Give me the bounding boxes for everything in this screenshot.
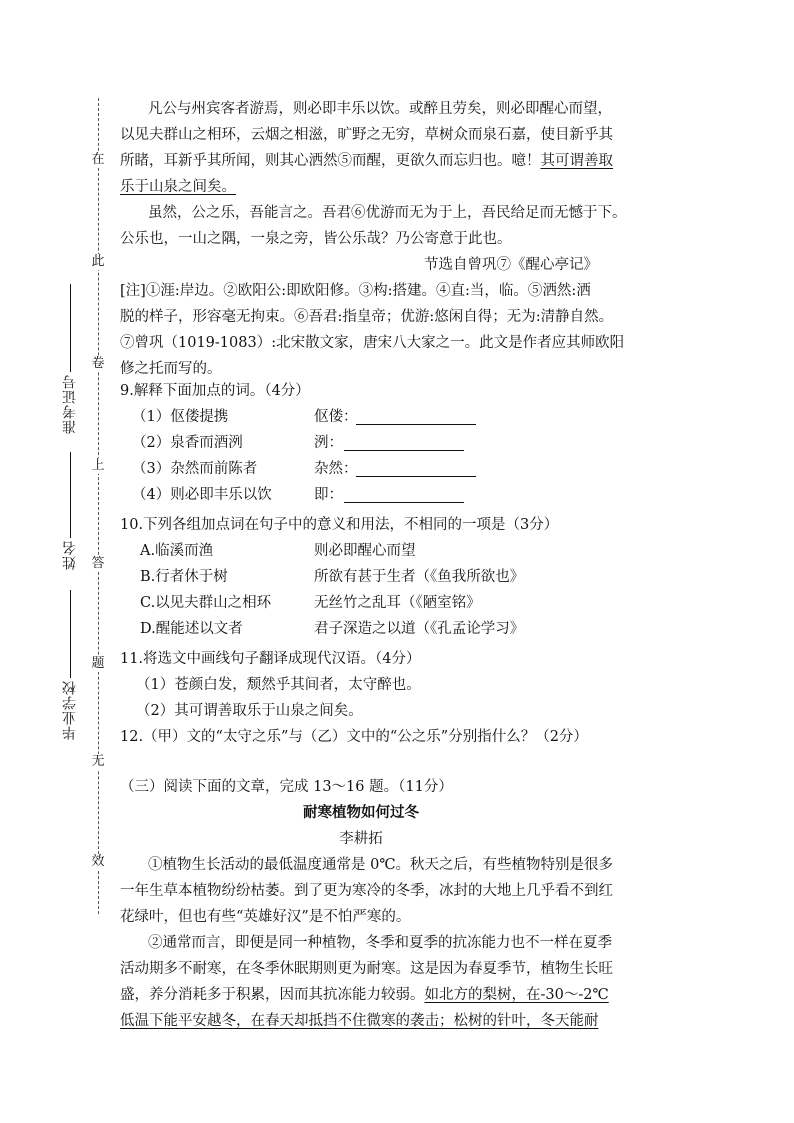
question-11-title: 11.将选文中画线句子翻译成现代汉语。（4分） — [120, 651, 421, 667]
text-line: 虽然，公之乐，吾能言之。吾君⑥优游而无为于上，吾民给足而无憾于下。 — [148, 205, 627, 221]
answer-blank[interactable] — [344, 434, 464, 451]
text-line: 以见夫群山之相环，云烟之相滋，旷野之无穷，草树众而泉石嘉，使目新乎其 — [120, 127, 613, 143]
text-line: 凡公与州宾客者游焉，则必即丰乐以饮。或醉且劳矣，则必即醒心而望， — [148, 101, 612, 117]
question-11-item: （2）其可谓善取乐于山泉之间矣。 — [136, 703, 363, 719]
text-line: ②通常而言，即便是同一种植物，冬季和夏季的抗冻能力也不一样在夏季 — [148, 935, 612, 951]
underlined-sentence: 其可谓善取 — [540, 153, 613, 169]
seal-char-2: 此 — [91, 254, 105, 269]
passage-b-paragraph-1 — [120, 96, 613, 200]
text-line: 活动期多不耐寒，在冬季休眠期则更为耐寒。这是因为春夏季节，植物生长旺 — [120, 961, 613, 977]
item-phrase: （3）杂然而前陈者 — [132, 461, 258, 477]
item-word: 洌： — [314, 435, 343, 451]
seal-char-6: 题 — [91, 656, 105, 671]
seal-char-5: 答 — [91, 556, 105, 571]
answer-blank[interactable] — [344, 486, 464, 503]
question-9-item — [120, 482, 343, 508]
answer-blank[interactable] — [356, 460, 476, 477]
option-row — [120, 616, 558, 642]
underlined-sentence: 乐于山泉之间矣。 — [120, 179, 236, 195]
text-span: 盛，养分消耗多于积累，因而其抗冻能力较弱。 — [120, 987, 425, 1003]
answer-blank[interactable] — [356, 408, 476, 425]
exam-number-label: 准考证号 — [62, 374, 78, 434]
option-right: 则必即醒心而望 — [314, 543, 416, 559]
item-phrase: （4）则必即丰乐以饮 — [132, 487, 272, 503]
option-left: B.行者休于树 — [140, 569, 228, 585]
article-paragraph-2 — [120, 930, 613, 1034]
passage-b-paragraph-2 — [120, 200, 627, 252]
option-row — [120, 538, 558, 564]
passage-b-notes — [120, 278, 624, 382]
item-phrase: （2）泉香而酒洌 — [132, 435, 243, 451]
question-10-title: 10.下列各组加点词在句子中的意义和用法，不相同的一项是（3分） — [120, 517, 559, 533]
question-11 — [120, 646, 421, 724]
text-line: 一年生草本植物纷纷枯萎。到了更为寒冷的冬季，冰封的大地上几乎看不到红 — [120, 883, 613, 899]
note-line: [注]①涯:岸边。②欧阳公:即欧阳修。③构:搭建。④直:当，临。⑤洒然:洒 — [120, 283, 591, 299]
text-line — [120, 982, 613, 1008]
question-9-item — [120, 456, 358, 482]
article-author: 李耕拓 — [339, 831, 383, 847]
option-row — [120, 564, 558, 590]
option-left: C.以见夫群山之相环 — [140, 595, 272, 611]
name-line[interactable] — [70, 452, 71, 538]
article-paragraph-1 — [120, 852, 613, 930]
seal-char-3: 卷 — [91, 356, 105, 371]
seal-char-8: 效 — [91, 854, 105, 869]
question-11-item: （1）苍颜白发，颓然乎其间者，太守醉也。 — [136, 677, 421, 693]
option-left: A.临溪而渔 — [140, 543, 214, 559]
text-span: 所睹，耳新乎其所闻，则其心洒然⑤而醒，更欲久而忘归也。噫！ — [120, 153, 541, 169]
note-line: ⑦曾巩（1019-1083）:北宋散文家，唐宋八大家之一。此文是作者应其师欧阳 — [120, 335, 625, 351]
option-right: 所欲有甚于生者（《鱼我所欲也》 — [314, 569, 525, 585]
text-line — [120, 148, 613, 174]
text-line: ①植物生长活动的最低温度通常是 0℃。秋天之后，有些植物特别是很多 — [148, 857, 614, 873]
question-10 — [120, 512, 558, 642]
question-9-item — [120, 404, 358, 430]
option-right: 无丝竹之乱耳（《陋室铭》 — [314, 595, 481, 611]
seal-char-4: 上 — [91, 458, 105, 473]
passage-b-source: 节选自曾巩⑦《醒心亭记》 — [424, 257, 598, 273]
school-label: 毕业学校 — [62, 680, 78, 740]
binding-dashed-line — [98, 98, 99, 914]
item-word: 即： — [314, 487, 343, 503]
question-9-title: 9.解释下面加点的词。（4分） — [120, 383, 310, 399]
seal-char-1: 在 — [91, 152, 105, 167]
note-line: 脱的样子，形容毫无拘束。⑥吾君:指皇帝；优游:悠闲自得；无为:清静自然。 — [120, 309, 614, 325]
article-title: 耐寒植物如何过冬 — [303, 804, 419, 821]
option-left: D.醒能述以文者 — [140, 621, 243, 637]
note-line: 修之托而写的。 — [120, 361, 222, 377]
question-12: 12.（甲）文的“太守之乐”与（乙）文中的“公之乐”分别指什么？（2分） — [120, 729, 588, 745]
section-3-heading: （三）阅读下面的文章，完成 13～16 题。（11分） — [120, 779, 453, 795]
item-word: 杂然： — [314, 461, 358, 477]
item-word: 伛偻： — [314, 409, 358, 425]
question-9 — [120, 378, 358, 508]
option-right: 君子深造之以道（《孔孟论学习》 — [314, 621, 525, 637]
option-row — [120, 590, 558, 616]
exam-number-line[interactable] — [70, 284, 71, 372]
text-line: 花绿叶，但也有些“英雄好汉”是不怕严寒的。 — [120, 909, 411, 925]
question-9-item — [120, 430, 343, 456]
item-phrase: （1）伛偻提携 — [132, 409, 229, 425]
name-label: 姓名 — [62, 540, 78, 570]
school-line[interactable] — [70, 590, 71, 678]
seal-char-7: 无 — [91, 754, 105, 769]
text-line: 公乐也，一山之隅，一泉之旁，皆公乐哉？乃公寄意于此也。 — [120, 231, 512, 247]
underlined-sentence: 低温下能平安越冬，在春天却抵挡不住微寒的袭击；松树的针叶，冬天能耐 — [120, 1013, 599, 1029]
underlined-sentence: 如北方的梨树，在-30～-2℃ — [424, 987, 609, 1003]
